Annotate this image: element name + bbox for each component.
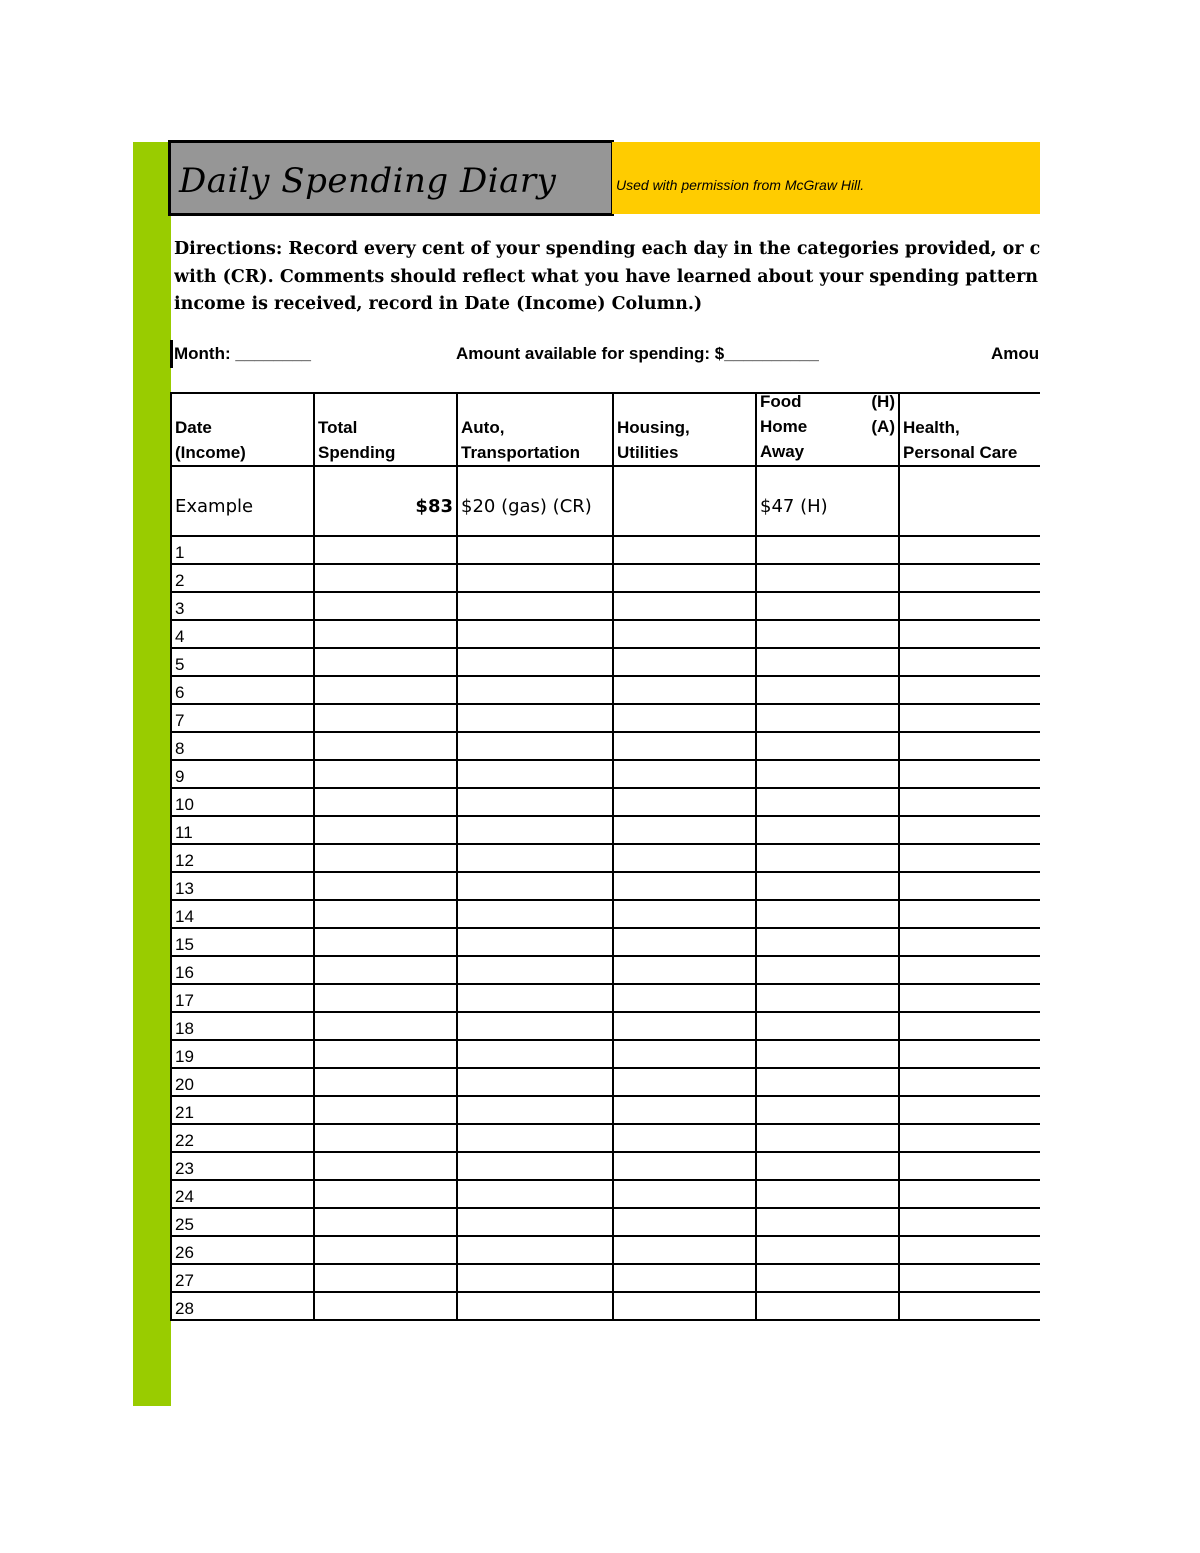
cell-auto[interactable]	[457, 676, 613, 704]
cell-total[interactable]	[314, 1040, 457, 1068]
cell-housing[interactable]	[613, 928, 756, 956]
cell-total[interactable]	[314, 1292, 457, 1320]
cell-auto[interactable]	[457, 704, 613, 732]
cell-housing[interactable]	[613, 1264, 756, 1292]
col-header-date: Date (Income)	[171, 393, 314, 466]
cell-housing[interactable]	[613, 1208, 756, 1236]
table-row	[171, 984, 1041, 1012]
cell-housing[interactable]	[613, 984, 756, 1012]
table-row	[171, 564, 1041, 592]
cell-food[interactable]	[756, 1068, 899, 1096]
cell-date[interactable]: 23	[171, 1152, 314, 1180]
cell-health[interactable]	[899, 760, 1041, 788]
cell-health[interactable]	[899, 732, 1041, 760]
green-side-bar	[133, 142, 171, 1406]
cell-housing[interactable]	[613, 872, 756, 900]
page-title: Daily Spending Diary	[179, 161, 557, 201]
example-row	[171, 466, 1041, 536]
cell-food[interactable]	[756, 844, 899, 872]
table-row	[171, 704, 1041, 732]
cell-food[interactable]	[756, 984, 899, 1012]
table-row	[171, 760, 1041, 788]
cell-food[interactable]	[756, 760, 899, 788]
cell-total[interactable]	[314, 676, 457, 704]
cell-food[interactable]	[756, 704, 899, 732]
cell-total[interactable]	[314, 648, 457, 676]
cell-auto[interactable]	[457, 1152, 613, 1180]
cell-food[interactable]	[756, 1124, 899, 1152]
cell-health[interactable]	[899, 900, 1041, 928]
cell-auto[interactable]	[457, 1012, 613, 1040]
cell-food[interactable]	[756, 732, 899, 760]
table-row	[171, 1180, 1041, 1208]
col-header-total: Total Spending	[314, 393, 457, 466]
cell-food[interactable]	[756, 1180, 899, 1208]
cell-total[interactable]	[314, 956, 457, 984]
amount-available-field[interactable]: Amount available for spending: $__________	[456, 344, 819, 363]
cell-housing[interactable]	[613, 1012, 756, 1040]
info-row	[170, 340, 1040, 370]
table-row	[171, 1012, 1041, 1040]
cell-housing[interactable]	[613, 760, 756, 788]
cell-total[interactable]	[314, 704, 457, 732]
table-row	[171, 1124, 1041, 1152]
cell-housing[interactable]	[613, 704, 756, 732]
table-row	[171, 648, 1041, 676]
cell-auto[interactable]	[457, 564, 613, 592]
cell-auto[interactable]	[457, 1180, 613, 1208]
cell-auto[interactable]	[457, 648, 613, 676]
cell-food[interactable]	[756, 1208, 899, 1236]
cell-total[interactable]	[314, 760, 457, 788]
cell-total[interactable]	[314, 872, 457, 900]
cell-housing[interactable]	[613, 620, 756, 648]
cell-food[interactable]	[756, 900, 899, 928]
cell-housing[interactable]	[613, 592, 756, 620]
cell-date[interactable]: 5	[171, 648, 314, 676]
cell-food[interactable]	[756, 1236, 899, 1264]
cell-housing[interactable]	[613, 844, 756, 872]
cell-total[interactable]	[314, 1180, 457, 1208]
cell-health[interactable]	[899, 676, 1041, 704]
cell-auto[interactable]	[457, 1236, 613, 1264]
example-auto[interactable]: $20 (gas) (CR)	[457, 466, 613, 536]
cell-date[interactable]: 21	[171, 1096, 314, 1124]
table-row	[171, 592, 1041, 620]
cell-auto[interactable]	[457, 592, 613, 620]
cell-housing[interactable]	[613, 564, 756, 592]
cell-food[interactable]	[756, 620, 899, 648]
cell-health[interactable]	[899, 788, 1041, 816]
cell-total[interactable]	[314, 592, 457, 620]
cell-auto[interactable]	[457, 760, 613, 788]
cell-food[interactable]	[756, 816, 899, 844]
cell-auto[interactable]	[457, 1096, 613, 1124]
cell-date[interactable]: 19	[171, 1040, 314, 1068]
cell-auto[interactable]	[457, 1068, 613, 1096]
cell-food[interactable]	[756, 1152, 899, 1180]
cell-health[interactable]	[899, 956, 1041, 984]
cell-auto[interactable]	[457, 536, 613, 564]
cell-health[interactable]	[899, 592, 1041, 620]
table-row	[171, 620, 1041, 648]
cell-auto[interactable]	[457, 816, 613, 844]
cell-health[interactable]	[899, 1124, 1041, 1152]
table-row	[171, 844, 1041, 872]
table-row	[171, 1068, 1041, 1096]
directions-line-1: Directions: Record every cent of your spending each day in the categories provided, or c	[174, 239, 1040, 259]
table-row	[171, 1292, 1041, 1320]
cell-food[interactable]	[756, 536, 899, 564]
cell-food[interactable]	[756, 592, 899, 620]
cell-total[interactable]	[314, 1152, 457, 1180]
cell-date[interactable]: 4	[171, 620, 314, 648]
cell-total[interactable]	[314, 564, 457, 592]
spending-table	[170, 392, 1042, 1321]
permission-banner	[612, 142, 1040, 214]
cell-total[interactable]	[314, 1264, 457, 1292]
cell-auto[interactable]	[457, 1208, 613, 1236]
example-total[interactable]: $83	[314, 466, 457, 536]
cell-food[interactable]	[756, 956, 899, 984]
example-date[interactable]: Example	[171, 466, 314, 536]
cell-date[interactable]: 10	[171, 788, 314, 816]
cell-housing[interactable]	[613, 900, 756, 928]
cell-auto[interactable]	[457, 872, 613, 900]
cell-date[interactable]: 11	[171, 816, 314, 844]
cell-total[interactable]	[314, 844, 457, 872]
cell-total[interactable]	[314, 620, 457, 648]
month-field[interactable]: Month: ________	[174, 344, 311, 363]
directions-line-3: income is received, record in Date (Income) Column.)	[174, 294, 703, 314]
cell-auto[interactable]	[457, 1040, 613, 1068]
cell-housing[interactable]	[613, 1040, 756, 1068]
cell-health[interactable]	[899, 984, 1041, 1012]
cell-date[interactable]: 16	[171, 956, 314, 984]
table-row	[171, 1096, 1041, 1124]
cell-food[interactable]	[756, 564, 899, 592]
title-box	[168, 140, 614, 216]
cell-health[interactable]	[899, 1040, 1041, 1068]
col-header-auto: Auto, Transportation	[457, 393, 613, 466]
table-row	[171, 900, 1041, 928]
page-right-margin	[1040, 130, 1200, 1430]
cell-health[interactable]	[899, 1068, 1041, 1096]
cell-health[interactable]	[899, 704, 1041, 732]
cell-auto[interactable]	[457, 1264, 613, 1292]
cell-total[interactable]	[314, 1068, 457, 1096]
directions-line-2: with (CR). Comments should reflect what you have learned about your spending pattern	[174, 266, 1039, 287]
cell-auto[interactable]	[457, 620, 613, 648]
cell-food[interactable]	[756, 1264, 899, 1292]
table-row	[171, 536, 1041, 564]
cell-health[interactable]	[899, 564, 1041, 592]
table-row	[171, 1040, 1041, 1068]
table-row	[171, 732, 1041, 760]
cell-total[interactable]	[314, 732, 457, 760]
cell-total[interactable]	[314, 928, 457, 956]
cell-total[interactable]	[314, 788, 457, 816]
cell-total[interactable]	[314, 984, 457, 1012]
cell-auto[interactable]	[457, 928, 613, 956]
cell-date[interactable]: 22	[171, 1124, 314, 1152]
cell-housing[interactable]	[613, 788, 756, 816]
cell-total[interactable]	[314, 900, 457, 928]
cell-health[interactable]	[899, 1236, 1041, 1264]
cell-food[interactable]	[756, 1040, 899, 1068]
cell-health[interactable]	[899, 872, 1041, 900]
cell-total[interactable]	[314, 1124, 457, 1152]
cell-total[interactable]	[314, 1012, 457, 1040]
table-row	[171, 928, 1041, 956]
cell-health[interactable]	[899, 1096, 1041, 1124]
cell-health[interactable]	[899, 1208, 1041, 1236]
cell-food[interactable]	[756, 928, 899, 956]
col-header-health: Health, Personal Care	[899, 393, 1041, 466]
example-health[interactable]	[899, 466, 1041, 536]
cell-health[interactable]	[899, 928, 1041, 956]
table-row	[171, 1208, 1041, 1236]
cell-auto[interactable]	[457, 844, 613, 872]
permission-note: Used with permission from McGraw Hill.	[616, 177, 865, 193]
cell-auto[interactable]	[457, 1124, 613, 1152]
table-row	[171, 956, 1041, 984]
cell-date[interactable]: 17	[171, 984, 314, 1012]
cell-date[interactable]: 6	[171, 676, 314, 704]
cell-housing[interactable]	[613, 1152, 756, 1180]
cell-cursor-marker	[170, 340, 173, 368]
cell-date[interactable]: 27	[171, 1264, 314, 1292]
cell-total[interactable]	[314, 1208, 457, 1236]
directions	[174, 236, 1040, 319]
cell-food[interactable]	[756, 788, 899, 816]
cell-auto[interactable]	[457, 1292, 613, 1320]
cell-housing[interactable]	[613, 648, 756, 676]
cell-total[interactable]	[314, 1236, 457, 1264]
cell-total[interactable]	[314, 536, 457, 564]
cell-date[interactable]: 3	[171, 592, 314, 620]
cell-housing[interactable]	[613, 536, 756, 564]
cell-date[interactable]: 12	[171, 844, 314, 872]
cell-housing[interactable]	[613, 956, 756, 984]
cell-food[interactable]	[756, 1096, 899, 1124]
cell-total[interactable]	[314, 1096, 457, 1124]
cell-food[interactable]	[756, 1292, 899, 1320]
cell-date[interactable]: 15	[171, 928, 314, 956]
example-housing[interactable]	[613, 466, 756, 536]
table-row	[171, 676, 1041, 704]
col-header-food: Food (H) Home (A) Away	[756, 393, 899, 466]
cell-health[interactable]	[899, 620, 1041, 648]
cell-date[interactable]: 1	[171, 536, 314, 564]
cell-date[interactable]: 2	[171, 564, 314, 592]
header-row	[171, 393, 1041, 466]
cell-date[interactable]: 25	[171, 1208, 314, 1236]
cell-housing[interactable]	[613, 676, 756, 704]
cell-health[interactable]	[899, 1152, 1041, 1180]
cell-housing[interactable]	[613, 1124, 756, 1152]
cell-health[interactable]	[899, 648, 1041, 676]
cell-food[interactable]	[756, 1012, 899, 1040]
cell-date[interactable]: 18	[171, 1012, 314, 1040]
cell-date[interactable]: 24	[171, 1180, 314, 1208]
cell-health[interactable]	[899, 1180, 1041, 1208]
cell-housing[interactable]	[613, 1096, 756, 1124]
cell-date[interactable]: 14	[171, 900, 314, 928]
cell-date[interactable]: 8	[171, 732, 314, 760]
table-row	[171, 872, 1041, 900]
table-row	[171, 1152, 1041, 1180]
cell-food[interactable]	[756, 676, 899, 704]
cell-auto[interactable]	[457, 900, 613, 928]
cell-date[interactable]: 9	[171, 760, 314, 788]
cell-housing[interactable]	[613, 732, 756, 760]
cell-date[interactable]: 26	[171, 1236, 314, 1264]
cell-housing[interactable]	[613, 1292, 756, 1320]
cell-date[interactable]: 28	[171, 1292, 314, 1320]
cell-total[interactable]	[314, 816, 457, 844]
table-row	[171, 1236, 1041, 1264]
cell-auto[interactable]	[457, 788, 613, 816]
amount-truncated-label: Amou	[991, 344, 1040, 363]
table-row	[171, 816, 1041, 844]
table-row	[171, 788, 1041, 816]
cell-auto[interactable]	[457, 956, 613, 984]
cell-date[interactable]: 13	[171, 872, 314, 900]
cell-health[interactable]	[899, 1012, 1041, 1040]
cell-housing[interactable]	[613, 1068, 756, 1096]
cell-health[interactable]	[899, 844, 1041, 872]
cell-housing[interactable]	[613, 816, 756, 844]
col-header-housing: Housing, Utilities	[613, 393, 756, 466]
cell-housing[interactable]	[613, 1180, 756, 1208]
cell-housing[interactable]	[613, 1236, 756, 1264]
example-food[interactable]: $47 (H)	[756, 466, 899, 536]
cell-health[interactable]	[899, 1264, 1041, 1292]
cell-date[interactable]: 20	[171, 1068, 314, 1096]
cell-auto[interactable]	[457, 732, 613, 760]
cell-health[interactable]	[899, 816, 1041, 844]
table-row	[171, 1264, 1041, 1292]
cell-date[interactable]: 7	[171, 704, 314, 732]
cell-food[interactable]	[756, 648, 899, 676]
cell-food[interactable]	[756, 872, 899, 900]
cell-auto[interactable]	[457, 984, 613, 1012]
cell-health[interactable]	[899, 536, 1041, 564]
cell-health[interactable]	[899, 1292, 1041, 1320]
